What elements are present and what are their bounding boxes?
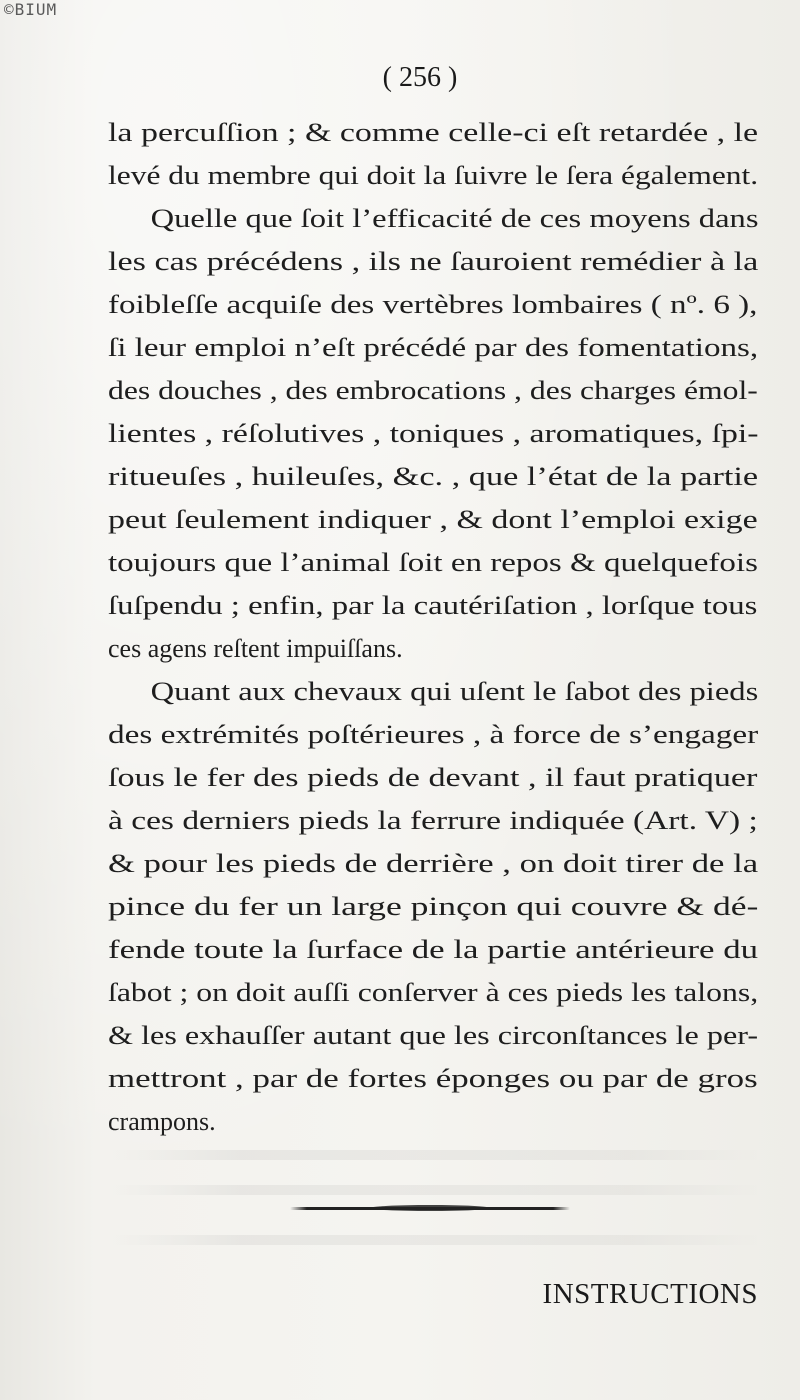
text-line: ces agens reſtent impuiſſans.	[108, 634, 403, 663]
show-through-shadow	[110, 1235, 760, 1245]
show-through-shadow	[110, 1150, 760, 1160]
text-line: la percuſſion ; & comme celle-ci eſt retardée , le	[108, 118, 759, 147]
watermark: ©BIUM	[4, 0, 58, 19]
text-line: crampons.	[108, 1107, 216, 1136]
text-line: Quelle que ſoit l’efficacité de ces moyens dans	[150, 204, 759, 233]
text-line: ſabot ; on doit auſſi conſerver à ces pieds les talons,	[108, 978, 759, 1007]
text-line: peut ſeulement indiquer , & dont l’emploi exige	[108, 505, 758, 534]
text-line: lientes , réſolutives , toniques , aromatiques, ſpi-	[108, 419, 759, 448]
text-line: des extrémités poſtérieures , à force de s’engager	[108, 720, 759, 749]
text-line: à ces derniers pieds la ferrure indiquée (Art. V) ;	[108, 806, 758, 835]
show-through-shadow	[110, 1185, 760, 1195]
text-line: des douches , des embrocations , des charges émol-	[108, 376, 758, 405]
text-line: pince du fer un large pinçon qui couvre & dé-	[108, 892, 759, 921]
catchword: INSTRUCTIONS	[542, 1278, 758, 1310]
text-line: ſuſpendu ; enfin, par la cautériſation , lorſque tous	[108, 591, 758, 620]
text-line: toujours que l’animal ſoit en repos & quelquefois	[108, 548, 758, 577]
section-divider-rule	[290, 1207, 570, 1210]
text-line: fende toute la ſurface de la partie antérieure du	[108, 935, 759, 964]
text-line: ritueuſes , huileuſes, &c. , que l’état de la partie	[108, 462, 759, 491]
text-line: levé du membre qui doit la ſuivre le ſera également.	[108, 161, 759, 190]
text-line: & les exhauſſer autant que les circonſtances le per-	[108, 1021, 759, 1050]
text-line: les cas précédens , ils ne ſauroient remédier à la	[108, 247, 759, 276]
text-line: ſous le fer des pieds de devant , il faut pratiquer	[108, 763, 758, 792]
text-line: mettront , par de fortes éponges ou par de gros	[108, 1064, 758, 1093]
text-line: Quant aux chevaux qui uſent le ſabot des pieds	[150, 677, 759, 706]
text-line: ſi leur emploi n’eſt précédé par des fomentations,	[108, 333, 759, 362]
text-line: foibleſſe acquiſe des vertèbres lombaires ( nº. 6 ),	[108, 290, 758, 319]
text-line: & pour les pieds de derrière , on doit tirer de la	[108, 849, 759, 878]
page-number: ( 256 )	[382, 62, 458, 93]
